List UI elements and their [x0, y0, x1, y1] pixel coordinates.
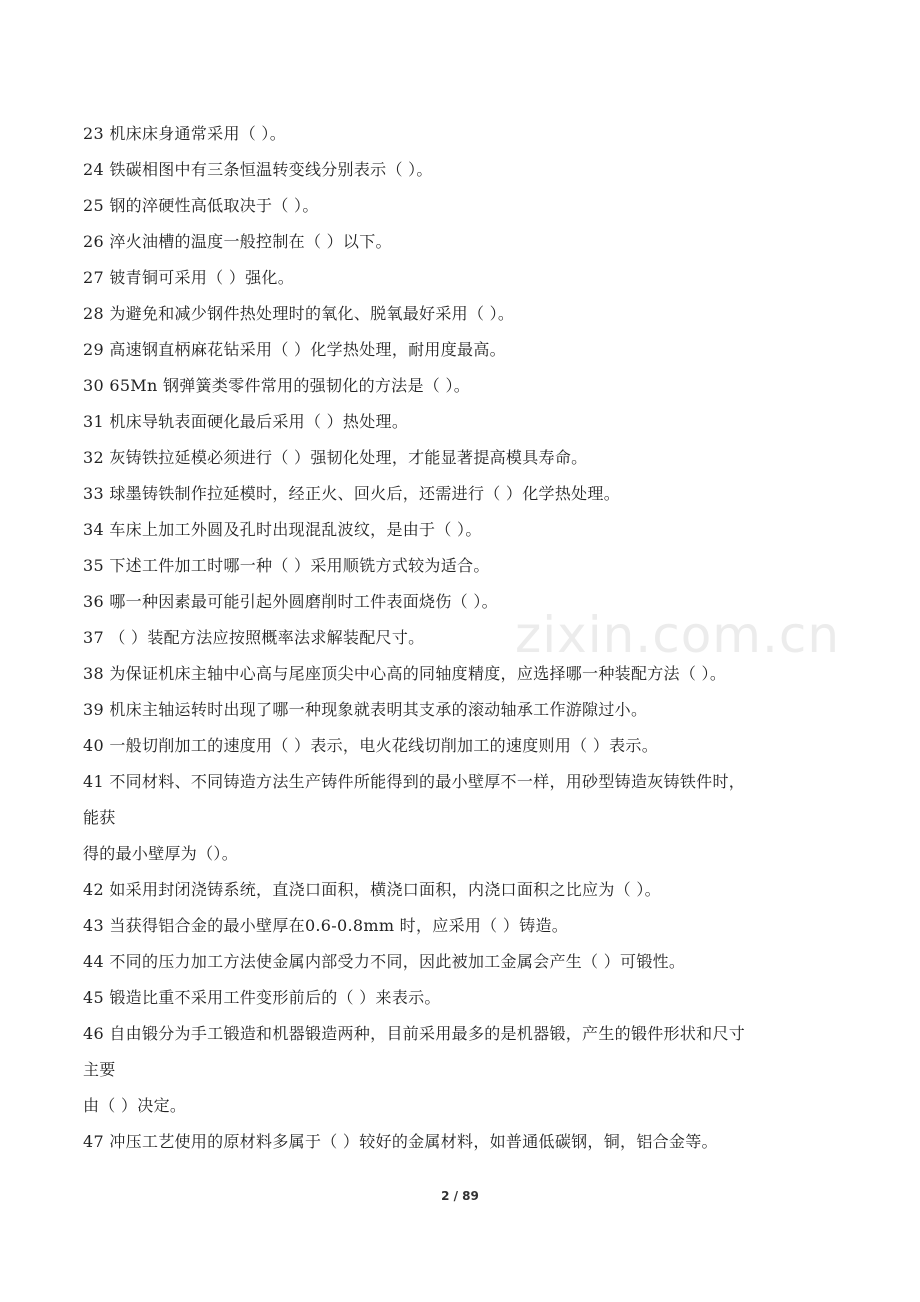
text-line: 25 钢的淬硬性高低取决于（ ）。: [83, 196, 319, 215]
page-number: 2 / 89: [441, 1189, 479, 1203]
text-line: 34 车床上加工外圆及孔时出现混乱波纹，是由于（ ）。: [83, 520, 482, 539]
text-line: 32 灰铸铁拉延模必须进行（ ）强韧化处理，才能显著提高模具寿命。: [83, 448, 588, 467]
text-line: 30 65Mn 钢弹簧类零件常用的强韧化的方法是（ ）。: [83, 376, 471, 395]
text-line: 38 为保证机床主轴中心高与尾座顶尖中心高的同轴度精度，应选择哪一种装配方法（ ）。: [83, 664, 727, 683]
text-line: 得的最小壁厚为（）。: [83, 844, 239, 863]
text-line: 40 一般切削加工的速度用（ ）表示，电火花线切削加工的速度则用（ ）表示。: [83, 736, 659, 755]
text-line: 45 锻造比重不采用工件变形前后的（ ）来表示。: [83, 988, 441, 1007]
text-line: 35 下述工件加工时哪一种（ ）采用顺铣方式较为适合。: [83, 556, 490, 575]
text-line: 28 为避免和减少钢件热处理时的氧化、脱氧最好采用（ ）。: [83, 304, 515, 323]
text-line: 47 冲压工艺使用的原材料多属于（ ）较好的金属材料，如普通低碳钢，铜，铝合金等。: [83, 1132, 718, 1151]
text-line: 36 哪一种因素最可能引起外圆磨削时工件表面烧伤（ ）。: [83, 592, 498, 611]
text-line: 37 （ ）装配方法应按照概率法求解装配尺寸。: [83, 628, 425, 647]
text-line: 能获: [83, 808, 116, 827]
text-line: 43 当获得铝合金的最小壁厚在0.6-0.8mm 时，应采用（ ）铸造。: [83, 916, 569, 935]
text-line: 42 如采用封闭浇铸系统，直浇口面积，横浇口面积，内浇口面积之比应为（ ）。: [83, 880, 661, 899]
text-line: 24 铁碳相图中有三条恒温转变线分别表示（ ）。: [83, 160, 433, 179]
text-line: 27 铍青铜可采用（ ）强化。: [83, 268, 295, 287]
text-line: 33 球墨铸铁制作拉延模时，经正火、回火后，还需进行（ ）化学热处理。: [83, 484, 621, 503]
text-line: 46 自由锻分为手工锻造和机器锻造两种，目前采用最多的是机器锻，产生的锻件形状和尺寸: [83, 1024, 746, 1043]
text-line: 31 机床导轨表面硬化最后采用（ ）热处理。: [83, 412, 409, 431]
text-line: 26 淬火油槽的温度一般控制在（ ）以下。: [83, 232, 392, 251]
text-line: 41 不同材料、不同铸造方法生产铸件所能得到的最小壁厚不一样，用砂型铸造灰铸铁件时，: [83, 772, 746, 791]
text-line: 主要: [83, 1060, 116, 1079]
text-line: 39 机床主轴运转时出现了哪一种现象就表明其支承的滚动轴承工作游隙过小。: [83, 700, 648, 719]
watermark: zixin.com.cn: [515, 606, 841, 664]
text-line: 由（ ）决定。: [83, 1096, 187, 1115]
text-line: 29 高速钢直柄麻花钻采用（ ）化学热处理，耐用度最高。: [83, 340, 506, 359]
text-line: 23 机床床身通常采用（ ）。: [83, 124, 287, 143]
text-line: 44 不同的压力加工方法使金属内部受力不同，因此被加工金属会产生（ ）可锻性。: [83, 952, 686, 971]
